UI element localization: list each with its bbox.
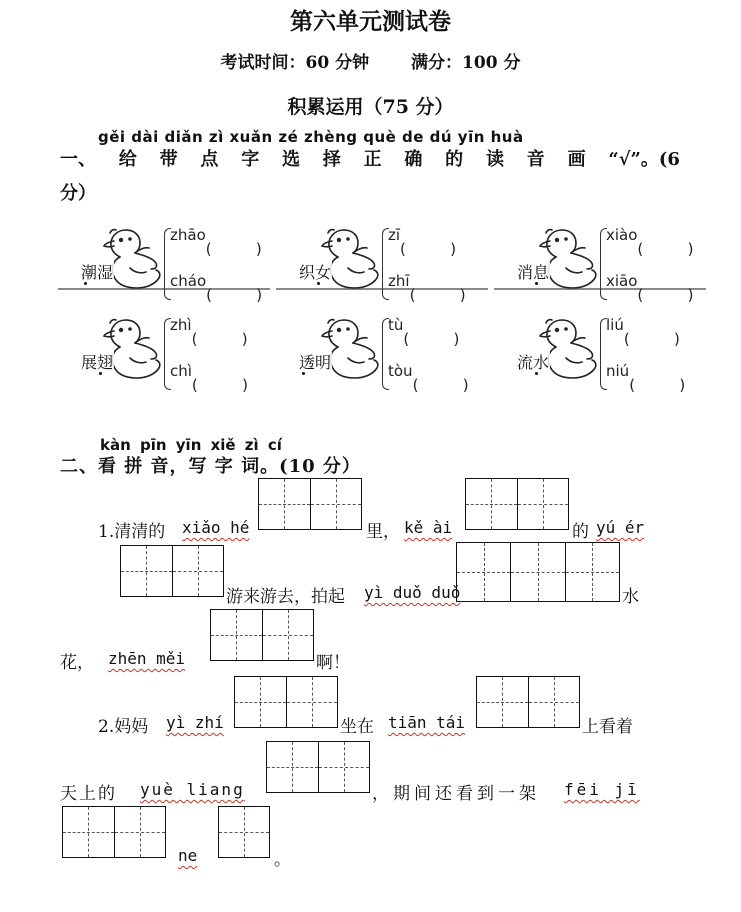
q1-char: 音 (526, 149, 545, 170)
s1-pinyin: xiǎo hé (182, 518, 250, 537)
option-pinyin: tòu (388, 362, 413, 380)
q1-char: “√”。(6 (608, 149, 680, 170)
exam-score: 满分：100 分 (411, 53, 521, 73)
s2-pinyin: yuè liang (140, 780, 245, 799)
s1-text: 水 (622, 587, 639, 607)
section-title: 积累运用（75 分） (287, 96, 454, 118)
item-word: 流水 (516, 350, 550, 373)
page-title: 第六单元测试卷 (290, 8, 451, 35)
option-2 (388, 272, 466, 290)
option-2 (606, 272, 693, 290)
s2-text: 。 (274, 850, 291, 870)
writing-grid[interactable] (476, 676, 580, 728)
option-1 (388, 316, 459, 334)
s1-pinyin: zhēn měi (108, 649, 186, 668)
q1-title (60, 145, 680, 171)
pinyin-choice-item (280, 316, 490, 396)
item-word: 潮湿 (80, 260, 114, 283)
emphasis-dot (535, 372, 538, 375)
s1-text: 游来游去，拍起 (226, 587, 345, 607)
pinyin-choice-item (498, 226, 708, 306)
s1-pinyin: kě ài (404, 518, 453, 537)
item-word: 透明 (298, 350, 332, 373)
s2-text: 2.妈妈 (98, 717, 149, 737)
writing-grid[interactable] (266, 741, 370, 793)
item-word: 消息 (516, 260, 550, 283)
q2-title: 二、看 拼 音，写 字 词。(10 分） (60, 456, 361, 477)
emphasis-dot (317, 282, 320, 285)
option-pinyin: niú (606, 362, 630, 380)
q1-char: 一、 (60, 149, 96, 170)
q1-char: 择 (322, 149, 341, 170)
option-pinyin: xiào (606, 226, 638, 244)
emphasis-dot (99, 372, 102, 375)
pinyin-choice-item (62, 316, 272, 396)
option-1 (606, 226, 693, 244)
q1-char: 带 (159, 149, 178, 170)
s1-text: 啊！ (316, 653, 350, 673)
s1-pinyin: yú ér (596, 518, 645, 537)
emphasis-dot (302, 372, 305, 375)
q1-title-cont: 分） (60, 183, 96, 204)
option-2 (606, 362, 685, 380)
q1-char: 画 (567, 149, 586, 170)
pinyin-choice-item (62, 226, 272, 306)
s2-text: 坐在 (340, 717, 374, 737)
writing-grid[interactable] (258, 478, 362, 530)
exam-meta (0, 48, 741, 73)
option-pinyin: chì (170, 362, 192, 380)
option-1 (170, 226, 262, 244)
option-pinyin: xiāo (606, 272, 638, 290)
item-word: 展翅 (80, 350, 114, 373)
s2-text: ，期间还看到一架 (372, 784, 540, 804)
option-1 (606, 316, 680, 334)
option-pinyin: liú (606, 316, 624, 334)
option-2 (388, 362, 469, 380)
writing-grid[interactable] (218, 806, 270, 858)
option-1 (388, 226, 456, 244)
s2-pinyin: fēi jī (564, 780, 640, 799)
item-word: 织女 (298, 260, 332, 283)
s1-text: 1.清清的 (98, 522, 166, 542)
writing-grid[interactable] (120, 545, 224, 597)
s1-text: 花， (60, 653, 94, 673)
option-pinyin: zhì (170, 316, 192, 334)
s2-text: 上看着 (582, 717, 633, 737)
option-1 (170, 316, 248, 334)
writing-grid[interactable] (234, 676, 338, 728)
s1-text: 的 (572, 522, 589, 542)
s2-text: 天上的 (60, 784, 117, 804)
option-pinyin: zhāo (170, 226, 206, 244)
exam-time: 考试时间：60 分钟 (220, 53, 370, 73)
option-pinyin: zī (388, 226, 401, 244)
s2-pinyin: ne (178, 846, 198, 865)
q1-char: 的 (445, 149, 464, 170)
emphasis-dot (535, 282, 538, 285)
writing-grid[interactable] (456, 542, 620, 602)
option-pinyin: tù (388, 316, 404, 334)
s2-pinyin: tiān tái (388, 713, 466, 732)
s1-text: 里， (366, 522, 400, 542)
q1-pinyin: gěi dài diǎn zì xuǎn zé zhèng què de dú yīn huà (98, 128, 524, 146)
q1-char: 确 (404, 149, 423, 170)
q1-char: 点 (200, 149, 219, 170)
s2-pinyin: yì zhí (166, 713, 224, 732)
q1-char: 读 (485, 149, 504, 170)
q2-pinyin: kàn pīn yīn xiě zì cí (100, 436, 282, 454)
s1-pinyin: yì duǒ duǒ (364, 583, 461, 602)
q1-char: 正 (363, 149, 382, 170)
q1-char: 字 (241, 149, 260, 170)
writing-grid[interactable] (210, 609, 314, 661)
q1-char: 给 (118, 149, 137, 170)
q1-char: 选 (281, 149, 300, 170)
option-2 (170, 272, 262, 290)
pinyin-choice-item (280, 226, 490, 306)
option-pinyin: zhī (388, 272, 410, 290)
emphasis-dot (84, 282, 87, 285)
pinyin-choice-item (498, 316, 708, 396)
writing-grid[interactable] (465, 478, 569, 530)
writing-grid[interactable] (62, 806, 166, 858)
option-2 (170, 362, 248, 380)
option-pinyin: cháo (170, 272, 207, 290)
